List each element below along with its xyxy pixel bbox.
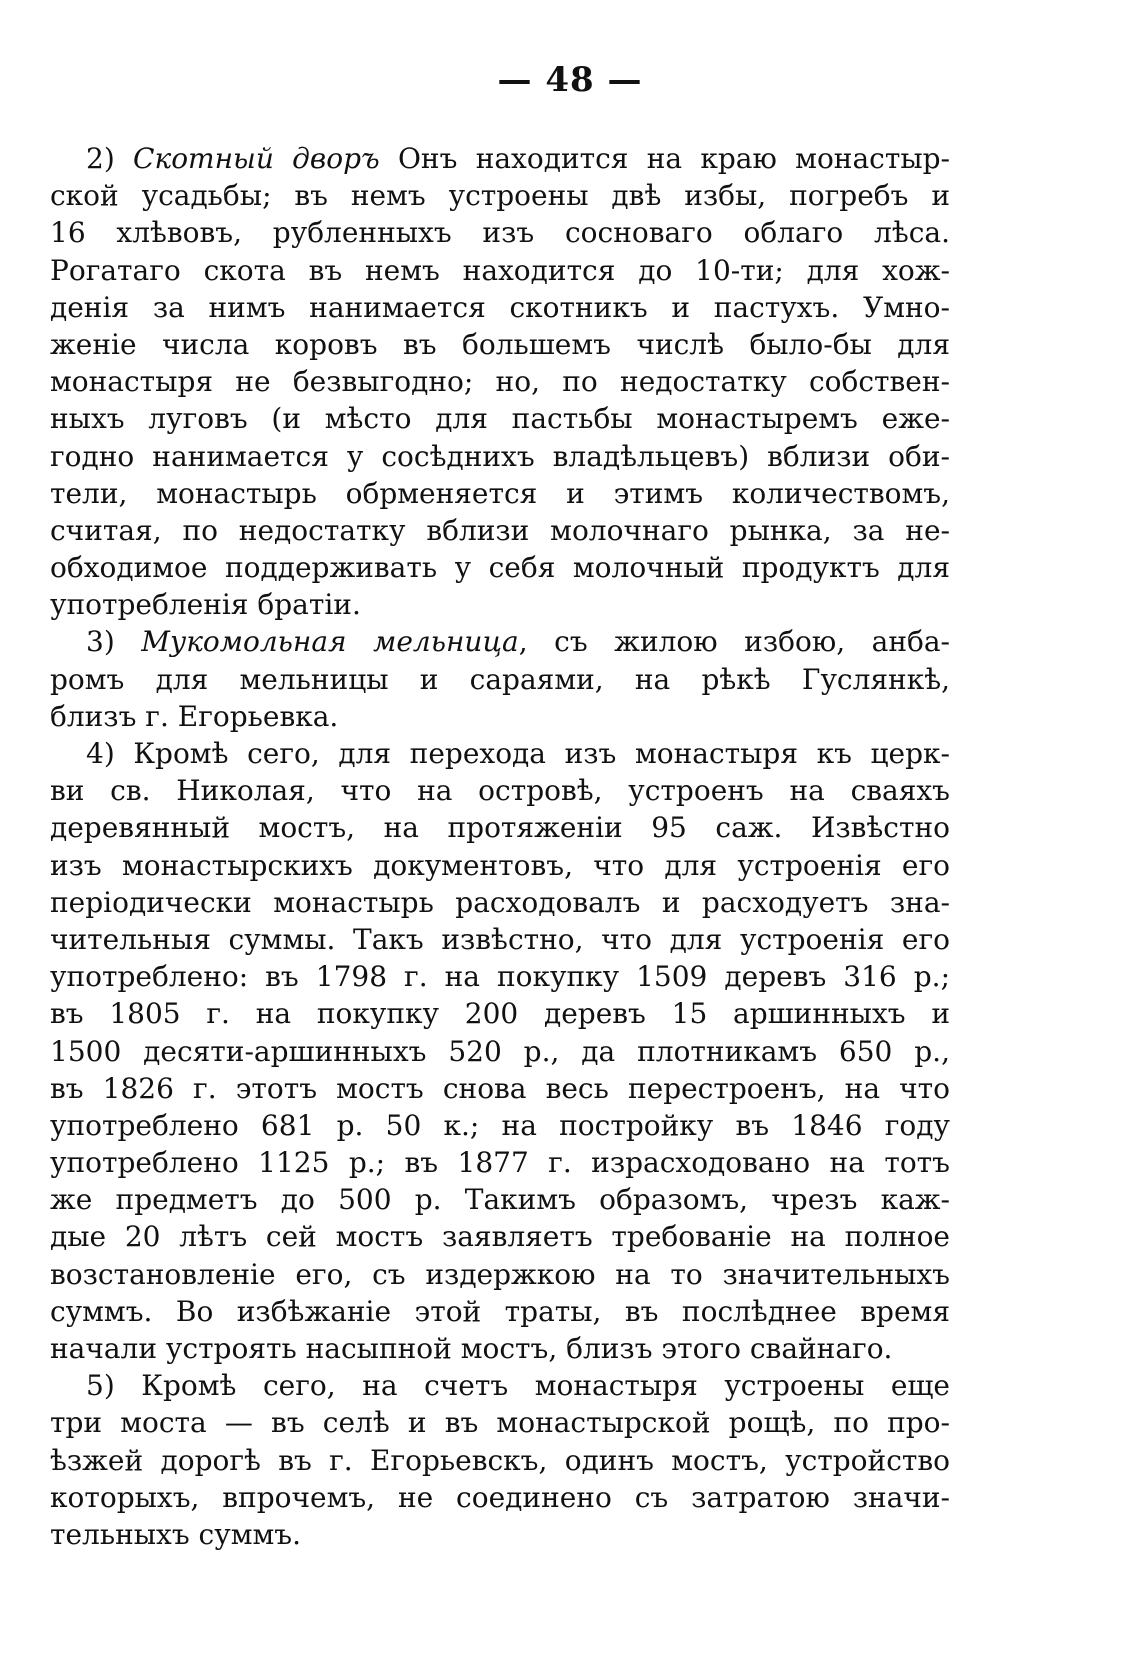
text-segment: 3) xyxy=(86,625,142,659)
text-segment: 5) Кромѣ сего, на счетъ монастыря устроены еще xyxy=(86,1369,950,1403)
text-line xyxy=(50,884,950,921)
text-line xyxy=(50,847,950,884)
paragraph-p5 xyxy=(50,1367,950,1553)
text-segment: суммъ. Во избѣжаніе этой траты, въ послѣднее время xyxy=(50,1294,950,1328)
text-segment: тельныхъ суммъ. xyxy=(50,1517,301,1551)
text-segment: обходимое поддерживать у себя молочный продуктъ для xyxy=(50,551,950,585)
text-line xyxy=(50,1181,950,1218)
text-segment: три моста — въ селѣ и въ монастырской рощѣ, по про- xyxy=(50,1406,950,1440)
text-segment: которыхъ, впрочемъ, не соединено съ затратою значи- xyxy=(50,1480,950,1514)
text-segment: годно нанимается у сосѣднихъ владѣльцевъ) вблизи оби- xyxy=(50,439,950,473)
text-segment: , съ жилою избою, анба- xyxy=(518,625,950,659)
text-line xyxy=(50,1293,950,1330)
text-segment: 4) Кромѣ сего, для перехода изъ монастыря къ церк- xyxy=(86,737,950,770)
text-line xyxy=(50,289,950,326)
text-segment: употреблено: въ 1798 г. на покупку 1509 деревъ 316 р.; xyxy=(50,960,950,994)
page-number: — 48 — xyxy=(497,60,643,100)
text-line xyxy=(50,661,950,698)
text-segment: женіе числа коровъ въ большемъ числѣ было-бы для xyxy=(50,327,950,361)
text-segment: тели, монастырь обрменяется и этимъ количествомъ, xyxy=(50,476,950,510)
text-line xyxy=(50,772,950,809)
text-segment: считая, по недостатку вблизи молочнаго рынка, за не- xyxy=(50,513,950,547)
text-line xyxy=(50,1367,950,1404)
text-segment: ромъ для мельницы и сараями, на рѣкѣ Гуслянкѣ, xyxy=(50,662,950,696)
text-line xyxy=(50,438,950,475)
text-segment: въ 1826 г. этотъ мостъ снова весь перестроенъ, на что xyxy=(50,1071,950,1105)
text-line xyxy=(50,809,950,846)
text-line xyxy=(50,1070,950,1107)
italic-heading: Мукомольная мельница xyxy=(141,625,519,659)
text-line xyxy=(50,214,950,251)
text-line xyxy=(50,252,950,289)
paragraph-p2 xyxy=(50,140,950,623)
text-segment: Онъ находится на краю монастыр- xyxy=(379,142,951,175)
body-text xyxy=(50,140,950,1553)
text-line xyxy=(50,363,950,400)
text-segment: начали устроять насыпной мостъ, близъ этого свайнаго. xyxy=(50,1332,893,1365)
text-segment: ныхъ луговъ (и мѣсто для пастьбы монастыремъ еже- xyxy=(50,402,950,436)
text-line xyxy=(50,958,950,995)
text-segment: денія за нимъ нанимается скотникъ и пастухъ. Умно- xyxy=(50,290,950,324)
text-line xyxy=(50,586,950,623)
text-segment: въ 1805 г. на покупку 200 деревъ 15 аршинныхъ и xyxy=(50,997,950,1031)
text-segment: ви св. Николая, что на островѣ, устроенъ на сваяхъ xyxy=(50,774,950,808)
text-segment: монастыря не безвыгодно; но, по недостатку собствен- xyxy=(50,365,950,399)
text-line xyxy=(50,512,950,549)
text-segment: періодически монастырь расходовалъ и расходуетъ зна- xyxy=(50,885,950,919)
text-segment: чительныя суммы. Такъ извѣстно, что для устроенія его xyxy=(50,922,950,956)
text-line xyxy=(50,140,950,177)
text-line xyxy=(50,995,950,1032)
text-segment: изъ монастырскихъ документовъ, что для устроенія его xyxy=(50,848,950,882)
text-segment: ѣзжей дорогѣ въ г. Егорьевскъ, одинъ мостъ, устройство xyxy=(50,1443,950,1477)
text-segment: близъ г. Егорьевка. xyxy=(50,699,339,733)
text-line xyxy=(50,1218,950,1255)
text-line xyxy=(50,1256,950,1293)
text-segment: 16 хлѣвовъ, рубленныхъ изъ сосноваго облаго лѣса. xyxy=(50,216,950,250)
text-segment: употреблено 1125 р.; въ 1877 г. израсходовано на тотъ xyxy=(50,1146,950,1180)
text-line xyxy=(50,1516,950,1553)
text-line xyxy=(50,698,950,735)
text-segment: деревянный мостъ, на протяженіи 95 саж. Извѣстно xyxy=(50,811,950,845)
text-segment: Рогатаго скота въ немъ находится до 10-ти; для хож- xyxy=(50,253,950,287)
text-segment: же предметъ до 500 р. Такимъ образомъ, чрезъ каж- xyxy=(50,1183,950,1217)
text-line xyxy=(50,1442,950,1479)
text-line xyxy=(50,1404,950,1441)
paragraph-p3 xyxy=(50,623,950,735)
text-segment: ской усадьбы; въ немъ устроены двѣ избы, погребъ и xyxy=(50,179,950,213)
text-segment: употреблено 681 р. 50 к.; на постройку въ 1846 году xyxy=(50,1108,950,1142)
text-segment: возстановленіе его, съ издержкою на то значительныхъ xyxy=(50,1257,950,1291)
text-line xyxy=(50,1033,950,1070)
text-line xyxy=(50,1479,950,1516)
text-line xyxy=(50,735,950,772)
text-line xyxy=(50,549,950,586)
text-line xyxy=(50,1330,950,1367)
text-line xyxy=(50,1144,950,1181)
text-line xyxy=(50,326,950,363)
text-segment: 1500 десяти-аршинныхъ 520 р., да плотникамъ 650 р., xyxy=(50,1034,950,1068)
italic-heading: Скотный дворъ xyxy=(133,142,380,175)
text-segment: дые 20 лѣтъ сей мостъ заявляетъ требованіе на полное xyxy=(50,1220,950,1254)
text-line xyxy=(50,623,950,660)
text-segment: употребленія братіи. xyxy=(50,588,361,622)
text-segment: 2) xyxy=(86,142,134,175)
text-line xyxy=(50,475,950,512)
text-line xyxy=(50,921,950,958)
text-line xyxy=(50,177,950,214)
paragraph-p4 xyxy=(50,735,950,1367)
text-line xyxy=(50,400,950,437)
text-line xyxy=(50,1107,950,1144)
